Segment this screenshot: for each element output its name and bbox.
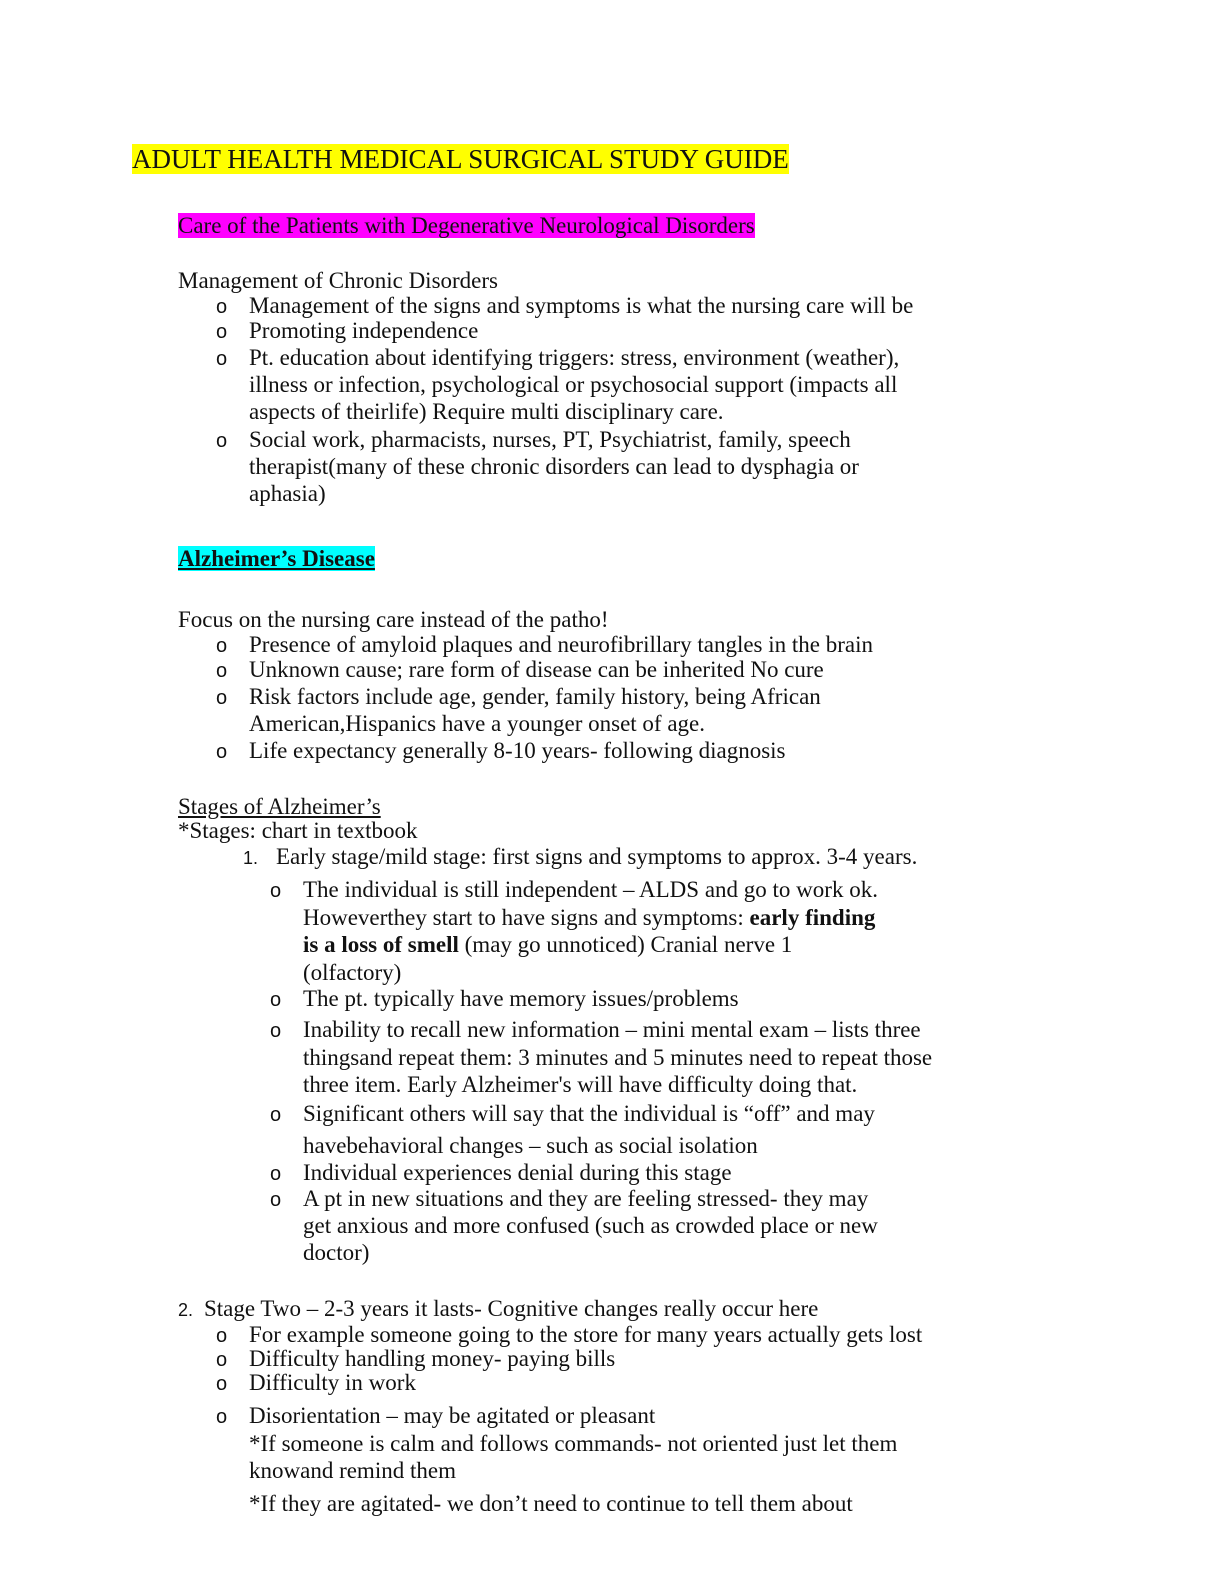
stages-heading: Stages of Alzheimer’s bbox=[178, 794, 381, 819]
list-item: Social work, pharmacists, nurses, PT, Psychiatrist, family, speech bbox=[249, 427, 851, 452]
list-item: Disorientation – may be agitated or pleasant bbox=[249, 1403, 656, 1428]
list-item-continuation: havebehavioral changes – such as social isolation bbox=[303, 1133, 758, 1158]
list-item: Pt. education about identifying triggers: stress, environment (weather), bbox=[249, 345, 900, 370]
list-item-continuation: three item. Early Alzheimer's will have difficulty doing that. bbox=[303, 1072, 858, 1097]
list-item-continuation: thingsand repeat them: 3 minutes and 5 minutes need to repeat those bbox=[303, 1045, 933, 1070]
chronic-heading: Management of Chronic Disorders bbox=[178, 268, 499, 293]
bullet-marker: o bbox=[216, 687, 228, 709]
list-item: Individual experiences denial during this stage bbox=[303, 1160, 732, 1185]
bullet-marker: o bbox=[216, 1349, 228, 1371]
bullet-marker: o bbox=[270, 989, 282, 1011]
bullet-marker: o bbox=[270, 1189, 282, 1211]
list-item-continuation: Howeverthey start to have signs and symptoms: early finding bbox=[303, 905, 876, 930]
stage-number: 1. bbox=[243, 848, 259, 868]
list-item-continuation: *If they are agitated- we don’t need to continue to tell them about bbox=[249, 1491, 853, 1516]
bullet-marker: o bbox=[270, 1104, 282, 1126]
list-item: The pt. typically have memory issues/problems bbox=[303, 986, 739, 1011]
list-item: Risk factors include age, gender, family history, being African bbox=[249, 684, 821, 709]
stage-number: 2. bbox=[178, 1300, 194, 1320]
list-item-continuation: therapist(many of these chronic disorders can lead to dysphagia or bbox=[249, 454, 859, 479]
stage-1-text: Early stage/mild stage: first signs and symptoms to approx. 3-4 years. bbox=[276, 844, 918, 869]
bullet-marker: o bbox=[216, 741, 228, 763]
bullet-marker: o bbox=[270, 1163, 282, 1185]
stage-2-text: Stage Two – 2-3 years it lasts- Cognitive changes really occur here bbox=[204, 1296, 819, 1321]
bullet-marker: o bbox=[216, 296, 228, 318]
alzheimers-heading: Alzheimer’s Disease bbox=[178, 546, 375, 571]
list-item: A pt in new situations and they are feeling stressed- they may bbox=[303, 1186, 869, 1211]
list-item-continuation: get anxious and more confused (such as crowded place or new bbox=[303, 1213, 878, 1238]
bullet-marker: o bbox=[270, 1020, 282, 1042]
bullet-marker: o bbox=[216, 1373, 228, 1395]
list-item: Difficulty in work bbox=[249, 1370, 416, 1395]
list-item: Management of the signs and symptoms is what the nursing care will be bbox=[249, 293, 914, 318]
list-item: Inability to recall new information – mini mental exam – lists three bbox=[303, 1017, 921, 1042]
list-item-continuation: American,Hispanics have a younger onset of age. bbox=[249, 711, 706, 736]
list-item-continuation: knowand remind them bbox=[249, 1458, 456, 1483]
list-item: For example someone going to the store for many years actually gets lost bbox=[249, 1322, 923, 1347]
list-item-continuation: *If someone is calm and follows commands- not oriented just let them bbox=[249, 1431, 898, 1456]
bullet-marker: o bbox=[216, 1325, 228, 1347]
list-item-continuation: aphasia) bbox=[249, 481, 326, 506]
document-title: ADULT HEALTH MEDICAL SURGICAL STUDY GUIDE bbox=[132, 144, 789, 174]
list-item: Promoting independence bbox=[249, 318, 479, 343]
bullet-marker: o bbox=[216, 635, 228, 657]
bullet-marker: o bbox=[216, 1406, 228, 1428]
list-item: Significant others will say that the individual is “off” and may bbox=[303, 1101, 875, 1126]
list-item-continuation: illness or infection, psychological or psychosocial support (impacts all bbox=[249, 372, 898, 397]
list-item: Presence of amyloid plaques and neurofibrillary tangles in the brain bbox=[249, 632, 873, 657]
bullet-marker: o bbox=[216, 430, 228, 452]
list-item: Difficulty handling money- paying bills bbox=[249, 1346, 616, 1371]
bullet-marker: o bbox=[216, 660, 228, 682]
list-item-continuation: doctor) bbox=[303, 1240, 370, 1265]
list-item-continuation: is a loss of smell (may go unnoticed) Cranial nerve 1 bbox=[303, 932, 793, 957]
list-item-continuation: aspects of theirlife) Require multi disciplinary care. bbox=[249, 399, 724, 424]
alzheimers-focus-note: Focus on the nursing care instead of the patho! bbox=[178, 607, 609, 632]
list-item-continuation: (olfactory) bbox=[303, 960, 402, 985]
list-item: The individual is still independent – ALDS and go to work ok. bbox=[303, 877, 878, 902]
bullet-marker: o bbox=[216, 321, 228, 343]
list-item: Life expectancy generally 8-10 years- following diagnosis bbox=[249, 738, 786, 763]
stages-note: *Stages: chart in textbook bbox=[178, 818, 418, 843]
bullet-marker: o bbox=[216, 348, 228, 370]
bullet-marker: o bbox=[270, 880, 282, 902]
list-item: Unknown cause; rare form of disease can be inherited No cure bbox=[249, 657, 824, 682]
section-heading: Care of the Patients with Degenerative Neurological Disorders bbox=[178, 213, 755, 238]
